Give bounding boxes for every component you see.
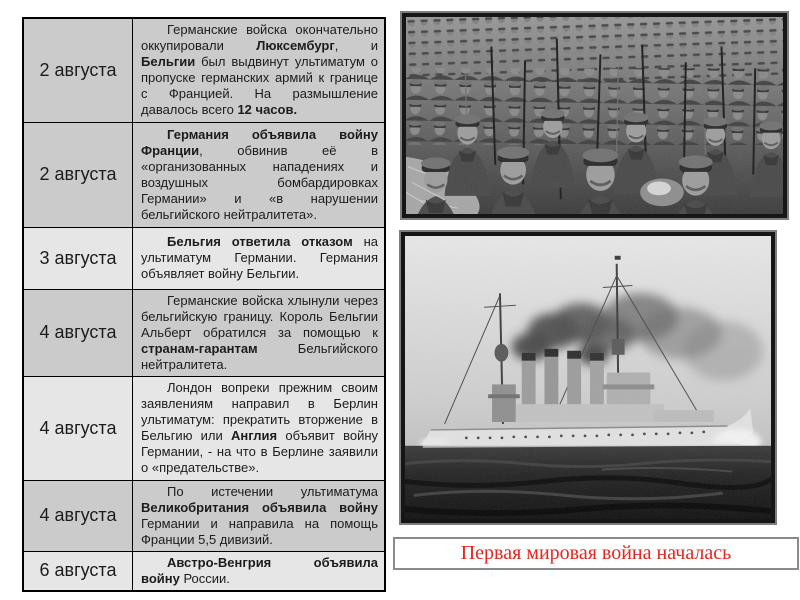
event-date: 3 августа: [23, 227, 133, 289]
battleship-photo-image: [405, 236, 771, 519]
event-date: 6 августа: [23, 551, 133, 591]
event-row: [23, 551, 385, 591]
event-date: 4 августа: [23, 289, 133, 376]
caption-box: [393, 537, 799, 570]
event-description: По истечении ультиматума Великобритания объявила войну Германии и направила на помощь Франции 5,5 дивизий.: [133, 480, 386, 551]
soldiers-photo-image: [406, 17, 783, 214]
event-description: Бельгия ответила отказом на ультиматум Германии. Германия объявляет войну Бельгии.: [133, 227, 386, 289]
event-row: [23, 227, 385, 289]
event-description: Германские войска окончательно оккупировали Люксембург, и Бельгии был выдвинут ультиматум о пропуске германских армий к границе с Францией. На размышление давалось всего 12 часов.: [133, 18, 386, 122]
event-date: 2 августа: [23, 122, 133, 227]
event-row: [23, 122, 385, 227]
event-row: [23, 289, 385, 376]
event-description: Лондон вопреки прежним своим заявлениям направил в Берлин ультиматум: прекратить вторжение в Бельгию или Англия объявит войну Германии, - на что в Берлине заявили о «предательстве».: [133, 376, 386, 480]
event-description: Германия объявила войну Франции, обвинив её в «организованных нападениях и воздушных бомбардировках Германии» и «в нарушении бельгийского нейтралитета».: [133, 122, 386, 227]
events-table: [22, 17, 386, 592]
soldiers-photo: [400, 11, 789, 220]
caption-text: Первая мировая война началась: [460, 542, 732, 564]
events-table-body: [23, 18, 385, 591]
event-date: 2 августа: [23, 18, 133, 122]
event-description: Австро-Венгрия объявила войну России.: [133, 551, 386, 591]
event-date: 4 августа: [23, 480, 133, 551]
battleship-photo: [399, 230, 777, 525]
event-date: 4 августа: [23, 376, 133, 480]
event-row: [23, 18, 385, 122]
event-description: Германские войска хлынули через бельгийскую границу. Король Бельгии Альберт обратился за помощью к странам-гарантам Бельгийского нейтралитета.: [133, 289, 386, 376]
event-row: [23, 376, 385, 480]
event-row: [23, 480, 385, 551]
